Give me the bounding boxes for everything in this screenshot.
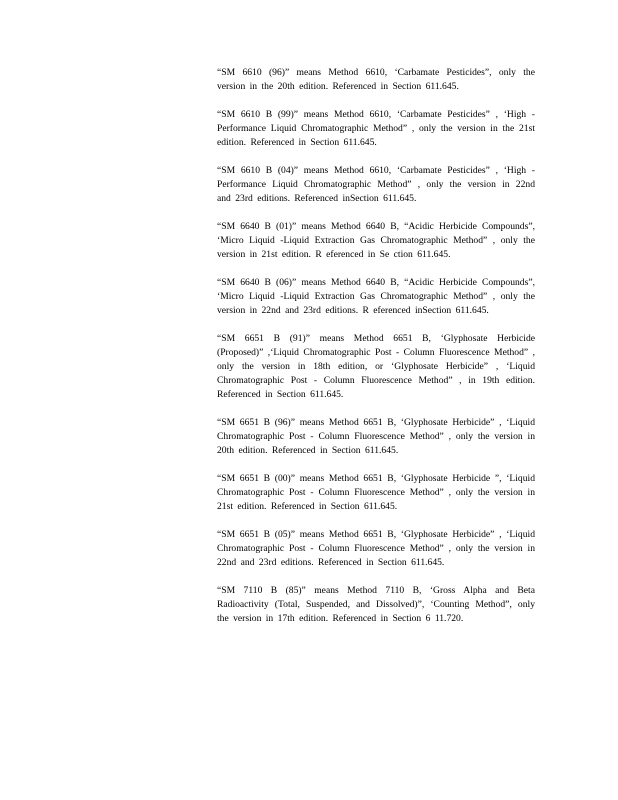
definitions-list (217, 66, 535, 640)
definition-paragraph: “SM 6610 B (99)” means Method 6610, ‘Carbamate Pesticides” , ‘High -Performance Liquid Chromatographic Method” , only the version in the 21st edition. Referenced in Section 611.645. (217, 109, 535, 148)
definition-paragraph: “SM 6651 B (96)” means Method 6651 B, ‘Glyphosate Herbicide” , ‘Liquid Chromatographic Post - Column Fluorescence Method” , only the version in 20th edition. Referenced in Section 611.645. (217, 417, 535, 456)
definition-paragraph: “SM 6651 B (05)” means Method 6651 B, ‘Glyphosate Herbicide” , ‘Liquid Chromatographic Post - Column Fluorescence Method” , only the version in 22nd and 23rd editions. Referenced in Section 611.645. (217, 529, 535, 568)
definition-paragraph: “SM 6610 (96)” means Method 6610, ‘Carbamate Pesticides”, only the version in the 20th edition. Referenced in Section 611.645. (217, 67, 535, 92)
definition-paragraph: “SM 6610 B (04)” means Method 6610, ‘Carbamate Pesticides” , ‘High -Performance Liquid Chromatographic Method” , only the version in 22nd and 23rd editions. Referenced inSection 611.645. (217, 165, 535, 204)
definition-paragraph: “SM 6640 B (01)” means Method 6640 B, “Acidic Herbicide Compounds”, ‘Micro Liquid -Liquid Extraction Gas Chromatographic Method” , only the version in 21st edition. R eferenced in Se ction 611.645. (217, 221, 535, 260)
definition-paragraph: “SM 6640 B (06)” means Method 6640 B, “Acidic Herbicide Compounds”, ‘Micro Liquid -Liquid Extraction Gas Chromatographic Method” , only the version in 22nd and 23rd editions. R eferenced inSection 611.645. (217, 277, 535, 316)
definition-paragraph: “SM 6651 B (00)” means Method 6651 B, ‘Glyphosate Herbicide ”, ‘Liquid Chromatographic Post - Column Fluorescence Method” , only the version in 21st edition. Referenced in Section 611.645. (217, 473, 535, 512)
definition-paragraph: “SM 6651 B (91)” means Method 6651 B, ‘Glyphosate Herbicide (Proposed)” ,‘Liquid Chromatographic Post - Column Fluorescence Method” , only the version in 18th edition, or ‘Glyphosate Herbicide” , ‘Liquid Chromatographic Post - Column Fluorescence Method” , in 19th edition. Referenced in Section 611.645. (217, 333, 535, 400)
definition-paragraph: “SM 7110 B (85)” means Method 7110 B, ‘Gross Alpha and Beta Radioactivity (Total, Suspended, and Dissolved)”, ‘Counting Method”, only the version in 17th edition. Referenced in Section 6 11.720. (217, 585, 535, 624)
